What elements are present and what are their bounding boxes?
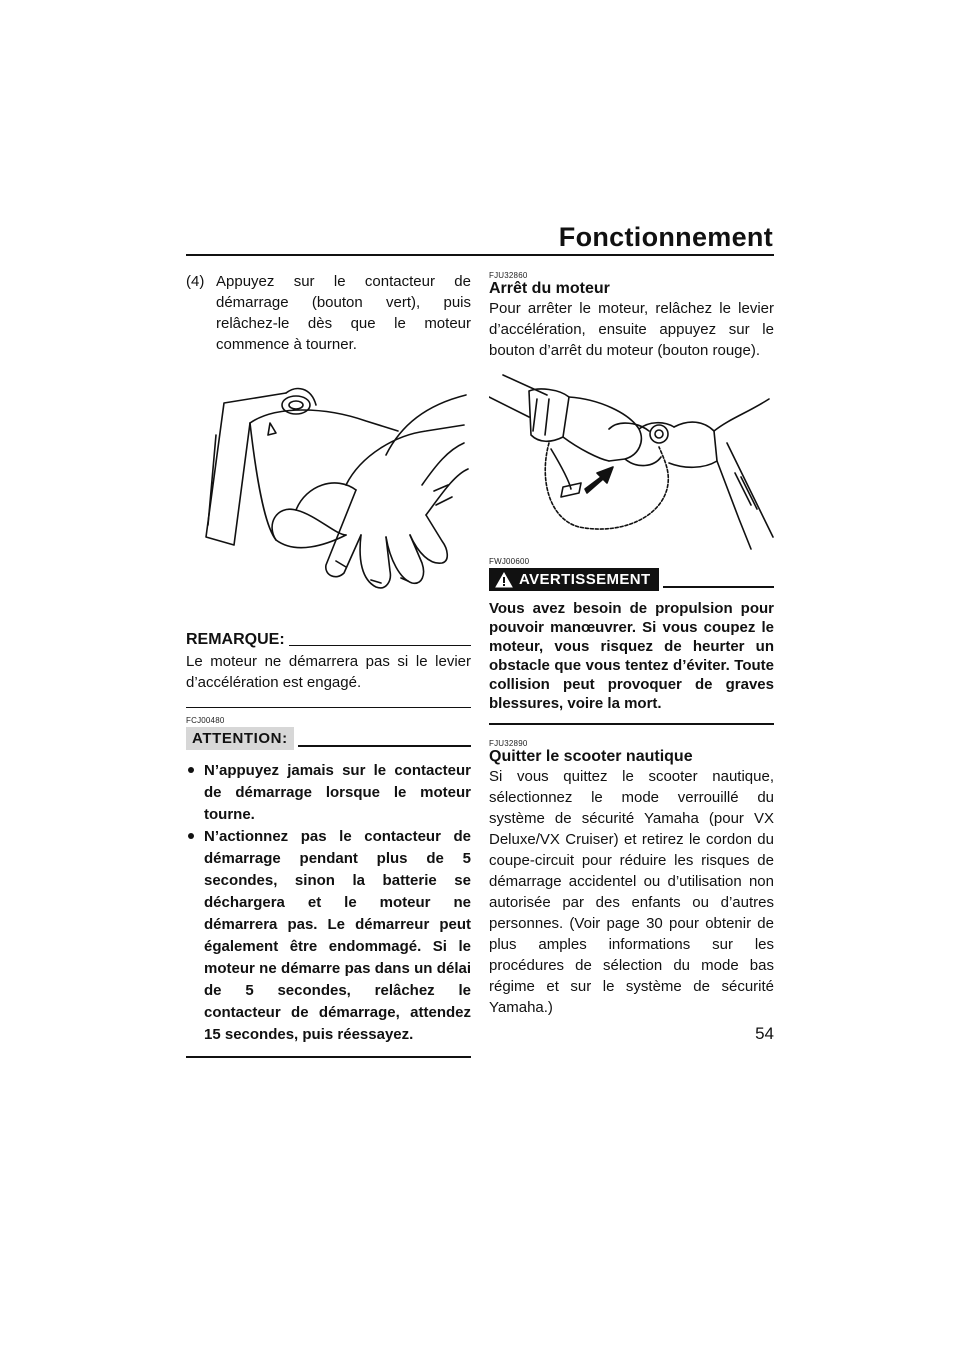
page-title: Fonctionnement: [558, 222, 773, 252]
leave-heading: Quitter le scooter nautique: [489, 748, 693, 765]
bullet-dot-icon: [188, 833, 194, 839]
remarque-text: Le moteur ne démarrera pas si le levier d’accélération est engagé.: [186, 653, 471, 691]
remarque-rule: [289, 645, 471, 646]
warning-header: [489, 568, 774, 591]
warning-text: Vous avez besoin de propulsion pour pouvoir manœuvrer. Si vous coupez le moteur, vous risquez de heurter un obstacle que vous tentez d’éviter. Toute collision peut provoquer de graves blessures, voire la mort.: [489, 600, 774, 712]
right-column: [489, 271, 774, 1018]
attention-item-text: N’appuyez jamais sur le contacteur de démarrage lorsque le moteur tourne.: [204, 762, 471, 823]
attention-label: ATTENTION:: [186, 727, 294, 750]
stop-heading: Arrêt du moteur: [489, 280, 610, 297]
step-4: [186, 271, 471, 355]
attention-end-rule: [186, 1056, 471, 1058]
attention-header: [186, 727, 471, 750]
attention-item: [186, 826, 471, 1046]
remarque-end-rule: [186, 707, 471, 708]
warning-end-rule: [489, 723, 774, 725]
step-number: (4): [186, 273, 205, 290]
warning-code: FWJ00600: [489, 557, 530, 566]
attention-list: [186, 760, 471, 1046]
leave-text: Si vous quittez le scooter nautique, sélectionnez le mode verrouillé du système de sécurité Yamaha (pour VX Deluxe/VX Cruiser) et retirez le cordon du coupe-circuit pour réduire les risques de démarrage accidentel ou d’utilisation non autorisée par des enfants ou d’autres personnes. (Voir page 30 pour obtenir de plus amples informations sur les procédures de sélection du mode bas régime et sur le système de sécurité Yamaha.): [489, 768, 774, 1016]
bullet-dot-icon: [188, 767, 194, 773]
leave-code: FJU32890: [489, 739, 528, 748]
stop-code: FJU32860: [489, 271, 528, 280]
warning-rule: [663, 586, 774, 588]
remarque-label: REMARQUE:: [186, 631, 285, 648]
stop-text: Pour arrêter le moteur, relâchez le levier d’accélération, ensuite appuyez sur le bouton d’arrêt du moteur (bouton rouge).: [489, 300, 774, 359]
warning-badge: [489, 568, 659, 591]
attention-item-text: N’actionnez pas le contacteur de démarrage pendant plus de 5 secondes, sinon la batterie se déchargera et le moteur ne démarrera pas. Le démarreur peut également être endommagé. Si le moteur ne démarre pas dans un délai de 5 secondes, relâchez le contacteur de démarrage, attendez 15 secondes, puis réessayez.: [204, 828, 471, 1043]
page-number: 54: [755, 1024, 774, 1043]
stop-button-illustration: [489, 369, 774, 551]
left-column: [186, 271, 471, 1058]
step-text: Appuyez sur le contacteur de démarrage (bouton vert), puis relâchez-le dès que le moteur commence à tourner.: [216, 273, 471, 353]
start-button-illustration: [186, 365, 471, 627]
remarque-header: [186, 631, 471, 649]
attention-code: FCJ00480: [186, 716, 225, 725]
attention-item: [186, 760, 471, 826]
warning-triangle-icon: [495, 572, 513, 588]
attention-rule: [298, 745, 471, 747]
header-rule: [186, 254, 774, 256]
warning-label: AVERTISSEMENT: [519, 571, 651, 588]
